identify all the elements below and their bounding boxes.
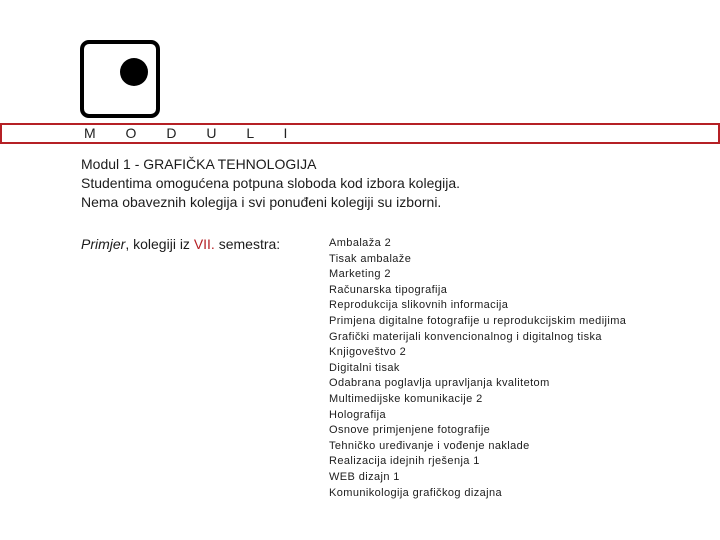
course-item: Marketing 2 [329,268,391,281]
module-description-line-1: Studentima omogućena potpuna sloboda kod izbora kolegija. [81,175,461,191]
course-item: WEB dizajn 1 [329,470,400,483]
course-item: Komunikologija grafičkog dizajna [329,486,503,499]
module-intro [81,155,681,212]
course-item: Grafički materijali konvencionalnog i digitalnog tiska [329,330,602,343]
module-heading: Modul 1 - GRAFIČKA TEHNOLOGIJA [81,156,317,172]
section-band [0,123,720,144]
logo-dot [120,58,148,86]
module-description-line-2: Nema obaveznih kolegija i svi ponuđeni kolegiji su izborni. [81,194,442,210]
example-label-italic: Primjer [81,236,126,252]
course-item: Reprodukcija slikovnih informacija [329,299,509,312]
course-item: Tehničko uređivanje i vođenje naklade [329,439,530,452]
course-item: Osnove primjenjene fotografije [329,424,491,437]
course-item: Primjena digitalne fotografije u reprodukcijskim medijima [329,314,627,327]
dice-logo-icon [80,40,160,118]
course-item: Računarska tipografija [329,283,448,296]
course-item: Holografija [329,408,386,421]
course-item: Ambalaža 2 [329,237,392,249]
example-label [81,235,280,253]
course-item: Realizacija idejnih rješenja 1 [329,455,480,468]
course-item: Digitalni tisak [329,361,400,374]
semester-number: VII. [193,236,215,252]
course-item: Odabrana poglavlja upravljanja kvalitetom [329,377,550,390]
course-item: Multimedijske komunikacije 2 [329,392,483,405]
course-item: Tisak ambalaže [329,252,412,265]
example-label-suffix: semestra: [214,236,281,252]
example-label-middle: , kolegiji iz [125,236,194,252]
course-item: Knjigoveštvo 2 [329,346,407,359]
section-title: M O D U L I [84,125,301,141]
course-list [329,236,629,501]
